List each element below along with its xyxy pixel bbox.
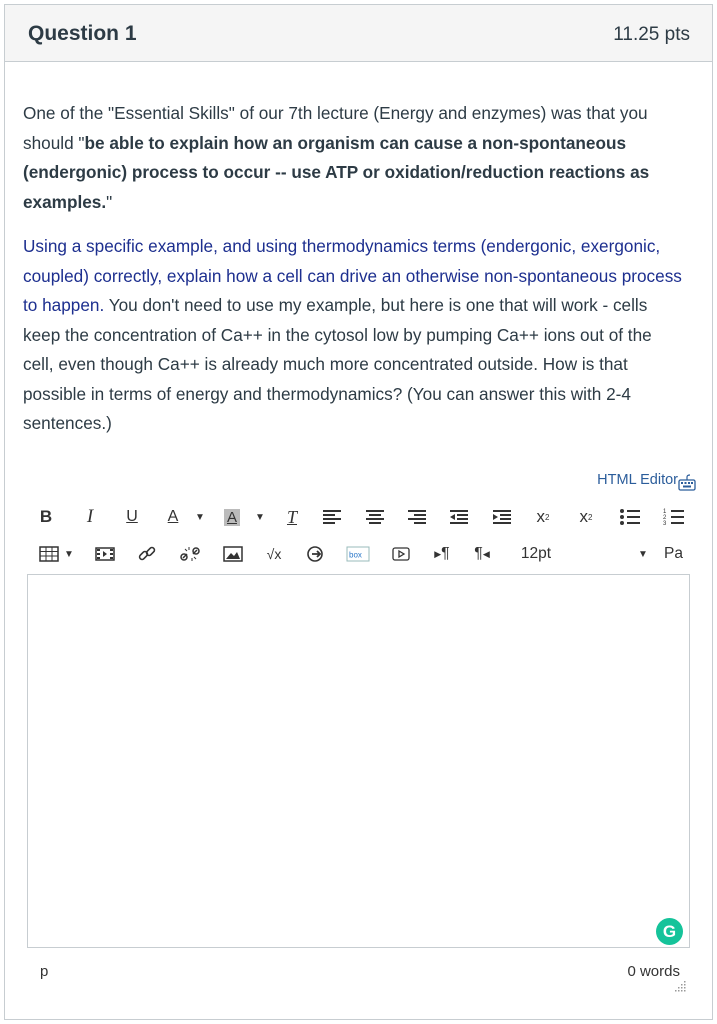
bold-button[interactable]: B — [39, 507, 53, 526]
underline-button[interactable]: U — [126, 508, 138, 525]
align-left-icon[interactable] — [321, 502, 343, 532]
answer-text-area[interactable] — [27, 574, 690, 948]
image-icon[interactable] — [222, 539, 244, 569]
table-icon[interactable] — [38, 539, 60, 569]
table-dropdown-icon[interactable]: ▼ — [64, 548, 74, 560]
align-center-icon[interactable] — [364, 502, 386, 532]
indent-icon[interactable] — [491, 502, 513, 532]
prompt-highlight-text: Using a specific example, and using thermodynamics terms (endergonic, exergonic, coupled) correctly, explain how a cell can drive an otherwise non-spontaneous process to happen. — [23, 236, 682, 315]
element-path: p — [40, 963, 49, 980]
embed-arrow-icon[interactable] — [304, 539, 326, 569]
highlight-button[interactable] — [220, 502, 244, 532]
resize-handle-icon[interactable] — [675, 980, 687, 992]
paragraph-text: One of the "Essential Skills" of our 7th lecture (Energy and enzymes) was that you should " — [23, 103, 648, 153]
svg-text:box: box — [349, 550, 362, 560]
link-icon[interactable] — [136, 539, 158, 569]
subscript-button[interactable]: x 2 — [579, 507, 593, 526]
outdent-icon[interactable] — [448, 502, 470, 532]
superscript-letter: x — [536, 507, 546, 526]
youtube-play-icon[interactable] — [390, 539, 412, 569]
question-title: Question 1 — [28, 22, 137, 45]
media-icon[interactable] — [94, 539, 116, 569]
svg-text:2: 2 — [663, 515, 667, 521]
subscript-letter: x — [579, 507, 589, 526]
question-header — [5, 5, 712, 62]
align-right-icon[interactable] — [406, 502, 428, 532]
highlight-letter: A — [224, 509, 240, 526]
paragraph-text: You don't need to use my example, but here is one that will work - cells keep the concentration of Ca++ in the cytosol low by pumping Ca++ ions out of the cell, even though Ca++ is already much more concentrated outside. How is that possible in terms of energy and thermodynamics? (You can answer this with 2-4 sentences.) — [23, 295, 652, 433]
editor-toolbar-row-1 — [28, 502, 694, 532]
html-editor-link[interactable]: HTML Editor — [597, 472, 678, 488]
svg-text:3: 3 — [663, 521, 667, 527]
rtl-direction-icon[interactable]: ¶ ◀ — [474, 545, 490, 562]
grammarly-icon[interactable]: G — [656, 918, 683, 945]
word-count: 0 words — [627, 963, 680, 980]
editor-toolbar-row-2 — [28, 539, 694, 569]
essential-skill-text: be able to explain how an organism can cause a non-spontaneous (endergonic) process to occur -- use ATP or oxidation/reduction reactions as examples. — [23, 132, 650, 212]
question-paragraph-2 — [23, 232, 683, 439]
question-paragraph-1 — [23, 99, 683, 217]
italic-button[interactable]: I — [86, 506, 94, 527]
paragraph-format-select[interactable]: Pa — [664, 545, 683, 562]
font-color-dropdown-icon[interactable]: ▼ — [195, 511, 205, 523]
clear-formatting-button[interactable]: T — [286, 506, 297, 527]
svg-text:1: 1 — [663, 509, 667, 515]
font-size-select[interactable]: 12pt — [520, 545, 552, 562]
keyboard-icon[interactable] — [678, 474, 696, 491]
question-points: 11.25 pts — [613, 24, 690, 45]
math-equation-icon[interactable]: √x — [266, 546, 282, 562]
font-color-button[interactable]: A — [167, 508, 179, 525]
bullet-list-icon[interactable] — [618, 502, 642, 532]
highlight-dropdown-icon[interactable]: ▼ — [255, 511, 265, 523]
ltr-direction-icon[interactable]: ▶ ¶ — [434, 545, 450, 562]
superscript-button[interactable]: x 2 — [536, 507, 550, 526]
question-text — [23, 99, 683, 454]
numbered-list-icon[interactable] — [662, 502, 686, 532]
box-icon[interactable] — [346, 539, 370, 569]
font-size-dropdown-icon[interactable]: ▼ — [638, 548, 648, 560]
paragraph-text: " — [106, 191, 113, 212]
unlink-icon[interactable] — [178, 539, 202, 569]
